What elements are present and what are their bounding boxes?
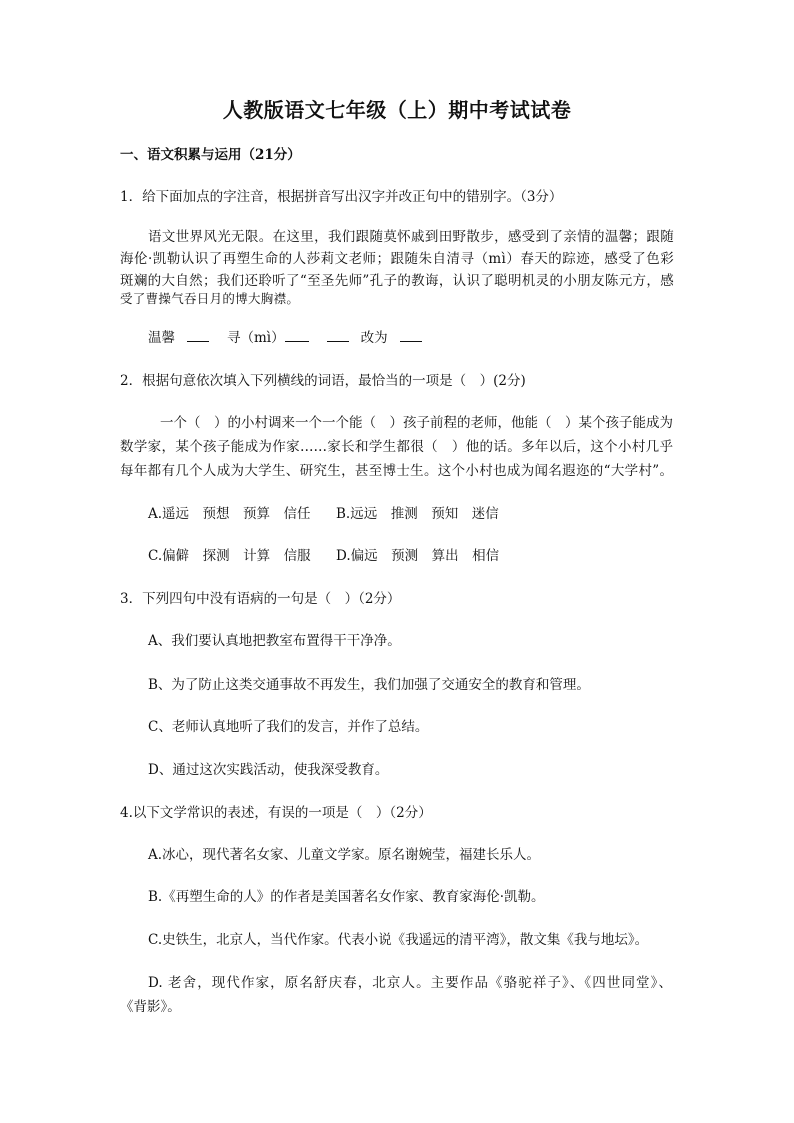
- question-2-stem: 2．根据句意依次填入下列横线的词语，最恰当的一项是（ ）(2分): [120, 373, 526, 389]
- question-3-option-b: B、为了防止这类交通事故不再发生，我们加强了交通安全的教育和管理。: [148, 677, 590, 693]
- answer-blank-1[interactable]: [187, 329, 209, 342]
- question-3-option-d: D、通过这次实践活动，使我深受教育。: [148, 762, 389, 778]
- question-2-option-d: D.偏远 预测 算出 相信: [336, 548, 500, 564]
- blank-2-label: 寻（mì）: [227, 330, 285, 346]
- question-4-option-d-cont: 《背影》。: [120, 999, 181, 1015]
- question-4-option-a: A.冰心，现代著名女家、儿童文学家。原名谢婉莹，福建长乐人。: [148, 847, 541, 863]
- answer-blank-4[interactable]: [400, 329, 422, 342]
- question-2-option-c: C.偏僻 探测 计算 信服: [148, 548, 311, 564]
- question-4-option-d: D. 老舍，现代作家，原名舒庆春，北京人。主要作品《骆驼祥子》、《四世同堂》、: [148, 975, 672, 991]
- question-3-stem: 3．下列四句中没有语病的一句是（ ）（2分）: [120, 591, 401, 607]
- question-1-passage-line: 语文世界风光无限。在这里，我们跟随莫怀戚到田野散步，感受到了亲情的温馨；跟随: [148, 229, 674, 245]
- question-4-stem: 4.以下文学常识的表述，有误的一项是（ ）（2分）: [120, 805, 432, 821]
- page-title: 人教版语文七年级（上）期中考试试卷: [222, 98, 572, 122]
- question-1-stem: 1．给下面加点的字注音，根据拼音写出汉字并改正句中的错别字。（3分）: [120, 189, 563, 205]
- question-1-passage-line: 海伦·凯勒认识了再塑生命的人莎莉文老师；跟随朱自清寻（mì）春天的踪迹，感受了色彩: [120, 251, 674, 267]
- question-1-passage-line: 受了曹操气吞日月的博大胸襟。: [120, 291, 300, 306]
- section-heading: 一、语文积累与运用（21分）: [120, 147, 301, 163]
- question-2-passage-line: 数学家，某个孩子能成为作家……家长和学生都很（ ）他的话。多年以后，这个小村几乎: [120, 439, 673, 455]
- question-2-option-a: A.遥远 预想 预算 信任: [148, 506, 311, 522]
- question-4-option-b: B.《再塑生命的人》的作者是美国著名女作家、教育家海伦·凯勒。: [148, 889, 545, 905]
- answer-blank-3[interactable]: [327, 329, 349, 342]
- question-2-passage-line: 每年都有几个人成为大学生、研究生，甚至博士生。这个小村也成为闻名遐迩的“大学村”。: [120, 463, 673, 479]
- answer-blank-2[interactable]: [285, 329, 309, 342]
- question-3-option-a: A、我们要认真地把教室布置得干干净净。: [148, 633, 401, 649]
- question-1-answer-row: [148, 329, 422, 347]
- blank-3-label: 改为: [360, 330, 388, 346]
- question-4-option-c: C.史铁生，北京人，当代作家。代表小说《我遥远的清平湾》，散文集《我与地坛》。: [148, 932, 649, 948]
- blank-1-label: 温馨: [148, 330, 175, 346]
- question-1-passage-line: 斑斓的大自然；我们还聆听了“至圣先师”孔子的教诲，认识了聪明机灵的小朋友陈元方，感: [120, 273, 674, 289]
- question-2-passage-line: 一个（ ）的小村调来一个一个能（ ）孩子前程的老师，他能（ ）某个孩子能成为: [160, 415, 673, 431]
- question-2-option-b: B.远远 推测 预知 迷信: [336, 506, 499, 522]
- question-3-option-c: C、老师认真地听了我们的发言，并作了总结。: [148, 719, 429, 735]
